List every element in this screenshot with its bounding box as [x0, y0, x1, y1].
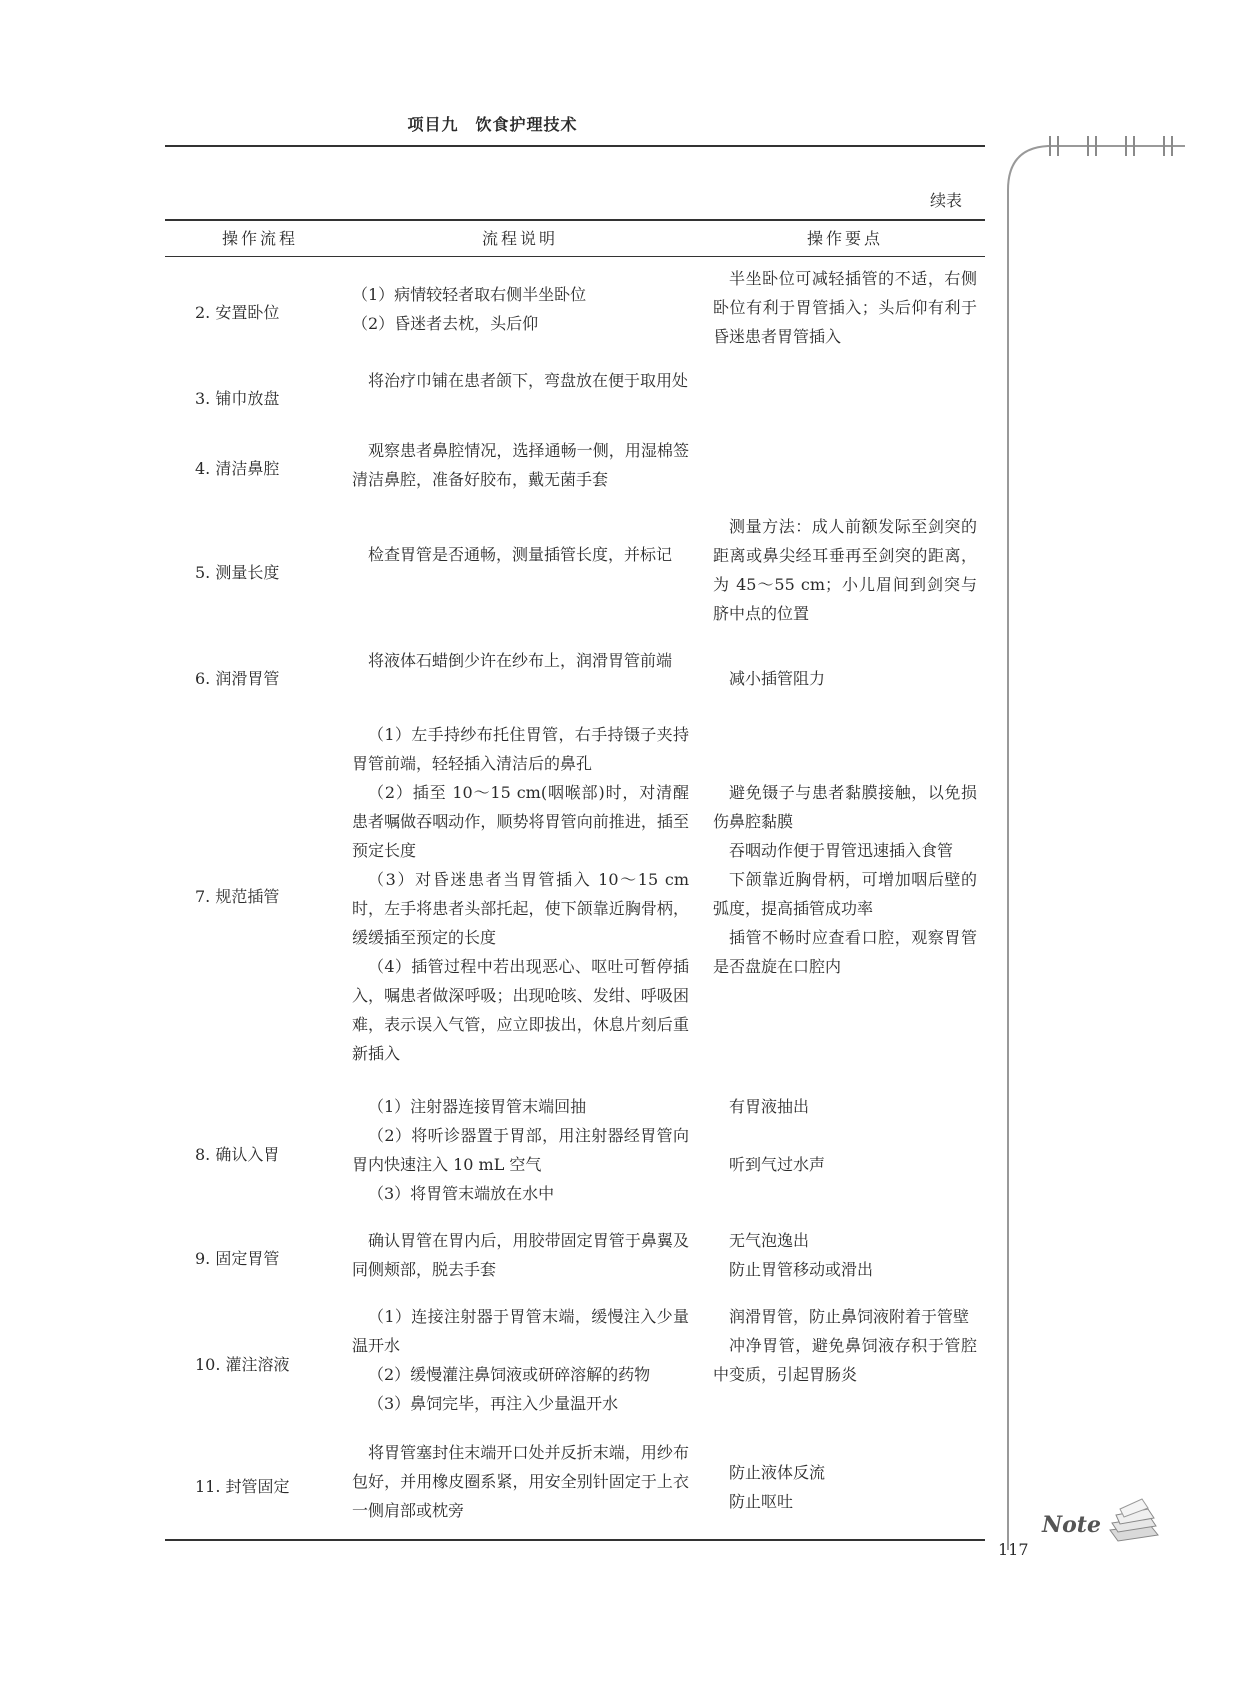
- key-point-line: 避免镊子与患者黏膜接触，以免损伤鼻腔黏膜: [713, 783, 977, 831]
- table-top-rule: [165, 219, 985, 221]
- header-rule: [165, 145, 985, 147]
- step-key-point: 减小插管阻力: [729, 669, 826, 688]
- description-line: （2）插至 10～15 cm(咽喉部)时，对清醒患者嘱做吞咽动作，顺势将胃管向前推进，插至预定长度: [352, 783, 689, 860]
- step-key-point: [713, 1226, 977, 1284]
- description-line: （3）鼻饲完毕，再注入少量温开水: [368, 1394, 619, 1413]
- step-label: 11. 封管固定: [195, 1477, 290, 1496]
- step-key-point: [713, 1092, 977, 1179]
- description-line: （3）将胃管末端放在水中: [368, 1184, 555, 1203]
- step-label: 9. 固定胃管: [195, 1249, 280, 1268]
- note-logo-text: Note: [1042, 1512, 1101, 1538]
- page-number: 117: [998, 1540, 1029, 1559]
- step-label: 5. 测量长度: [195, 563, 280, 582]
- key-point-line: 插管不畅时应查看口腔，观察胃管是否盘旋在口腔内: [713, 928, 977, 976]
- step-description: 将治疗巾铺在患者颌下，弯盘放在便于取用处: [368, 371, 689, 390]
- margin-decoration: [1000, 130, 1200, 1570]
- step-description: 确认胃管在胃内后，用胶带固定胃管于鼻翼及同侧颊部，脱去手套: [352, 1231, 689, 1279]
- description-line: （1）连接注射器于胃管末端，缓慢注入少量温开水: [352, 1307, 689, 1355]
- step-label: 8. 确认入胃: [195, 1145, 280, 1164]
- step-key-point: 半坐卧位可减轻插管的不适，右侧卧位有利于胃管插入；头后仰有利于昏迷患者胃管插入: [713, 269, 977, 346]
- key-point-line: 防止液体反流: [729, 1463, 826, 1482]
- step-description: [352, 720, 689, 1068]
- step-description: 观察患者鼻腔情况，选择通畅一侧，用湿棉签清洁鼻腔，准备好胶布，戴无菌手套: [352, 441, 689, 489]
- step-description: [352, 1092, 689, 1208]
- description-line: （2）缓慢灌注鼻饲液或研碎溶解的药物: [368, 1365, 651, 1384]
- key-point-line: 冲净胃管，避免鼻饲液存积于管腔中变质，引起胃肠炎: [713, 1336, 977, 1384]
- description-line: （1）左手持纱布托住胃管，右手持镊子夹持胃管前端，轻轻插入清洁后的鼻孔: [352, 725, 689, 773]
- step-label: 7. 规范插管: [195, 887, 280, 906]
- continuation-label: 续表: [930, 191, 963, 210]
- key-point-line: 防止呕吐: [729, 1492, 794, 1511]
- column-header-description: 流程说明: [481, 229, 558, 248]
- step-label: 10. 灌注溶液: [195, 1355, 290, 1374]
- key-point-line: 下颌靠近胸骨柄，可增加咽后壁的弧度，提高插管成功率: [713, 870, 977, 918]
- step-description: 将液体石蜡倒少许在纱布上，润滑胃管前端: [368, 651, 673, 670]
- key-point-line: 有胃液抽出: [729, 1097, 810, 1116]
- step-label: 2. 安置卧位: [195, 303, 280, 322]
- step-description: [352, 1302, 689, 1418]
- key-point-line: 无气泡逸出: [729, 1231, 810, 1250]
- description-line: （1）病情较轻者取右侧半坐卧位: [352, 285, 587, 304]
- description-line: （2）昏迷者去枕，头后仰: [352, 314, 539, 333]
- description-line: （2）将听诊器置于胃部，用注射器经胃管向胃内快速注入 10 mL 空气: [352, 1126, 689, 1174]
- note-book-icon: [1110, 1499, 1158, 1541]
- step-label: 4. 清洁鼻腔: [195, 459, 280, 478]
- running-header-title: 项目九 饮食护理技术: [407, 115, 578, 134]
- step-description: 检查胃管是否通畅，测量插管长度，并标记: [368, 545, 673, 564]
- key-point-line: 听到气过水声: [729, 1155, 826, 1174]
- step-description: 将胃管塞封住末端开口处并反折末端，用纱布包好，并用橡皮圈系紧，用安全别针固定于上衣一侧肩部或枕旁: [352, 1443, 689, 1520]
- table-header-rule: [165, 256, 985, 257]
- description-line: （4）插管过程中若出现恶心、呕吐可暂停插入，嘱患者做深呼吸；出现呛咳、发绀、呼吸困难，表示误入气管，应立即拔出，休息片刻后重新插入: [352, 957, 689, 1063]
- step-key-point: [713, 778, 977, 981]
- step-key-point: [713, 1302, 977, 1389]
- description-line: （3）对昏迷患者当胃管插入 10～15 cm 时，左手将患者头部托起，使下颌靠近胸骨柄，缓缓插至预定的长度: [352, 870, 689, 947]
- step-description: [352, 280, 689, 338]
- step-key-point: 测量方法：成人前额发际至剑突的距离或鼻尖经耳垂再至剑突的距离，为 45～55 cm；小儿眉间到剑突与脐中点的位置: [713, 517, 977, 623]
- key-point-line: 防止胃管移动或滑出: [729, 1260, 874, 1279]
- step-label: 6. 润滑胃管: [195, 669, 280, 688]
- step-label: 3. 铺巾放盘: [195, 389, 280, 408]
- key-point-line: 润滑胃管，防止鼻饲液附着于管壁: [729, 1307, 970, 1326]
- description-line: （1）注射器连接胃管末端回抽: [368, 1097, 587, 1116]
- margin-curve-line: [1008, 146, 1185, 1550]
- step-key-point: [713, 1458, 977, 1516]
- key-point-line: 吞咽动作便于胃管迅速插入食管: [729, 841, 954, 860]
- column-header-step: 操作流程: [221, 229, 298, 248]
- column-header-key-points: 操作要点: [806, 229, 883, 248]
- table-bottom-rule: [165, 1539, 985, 1541]
